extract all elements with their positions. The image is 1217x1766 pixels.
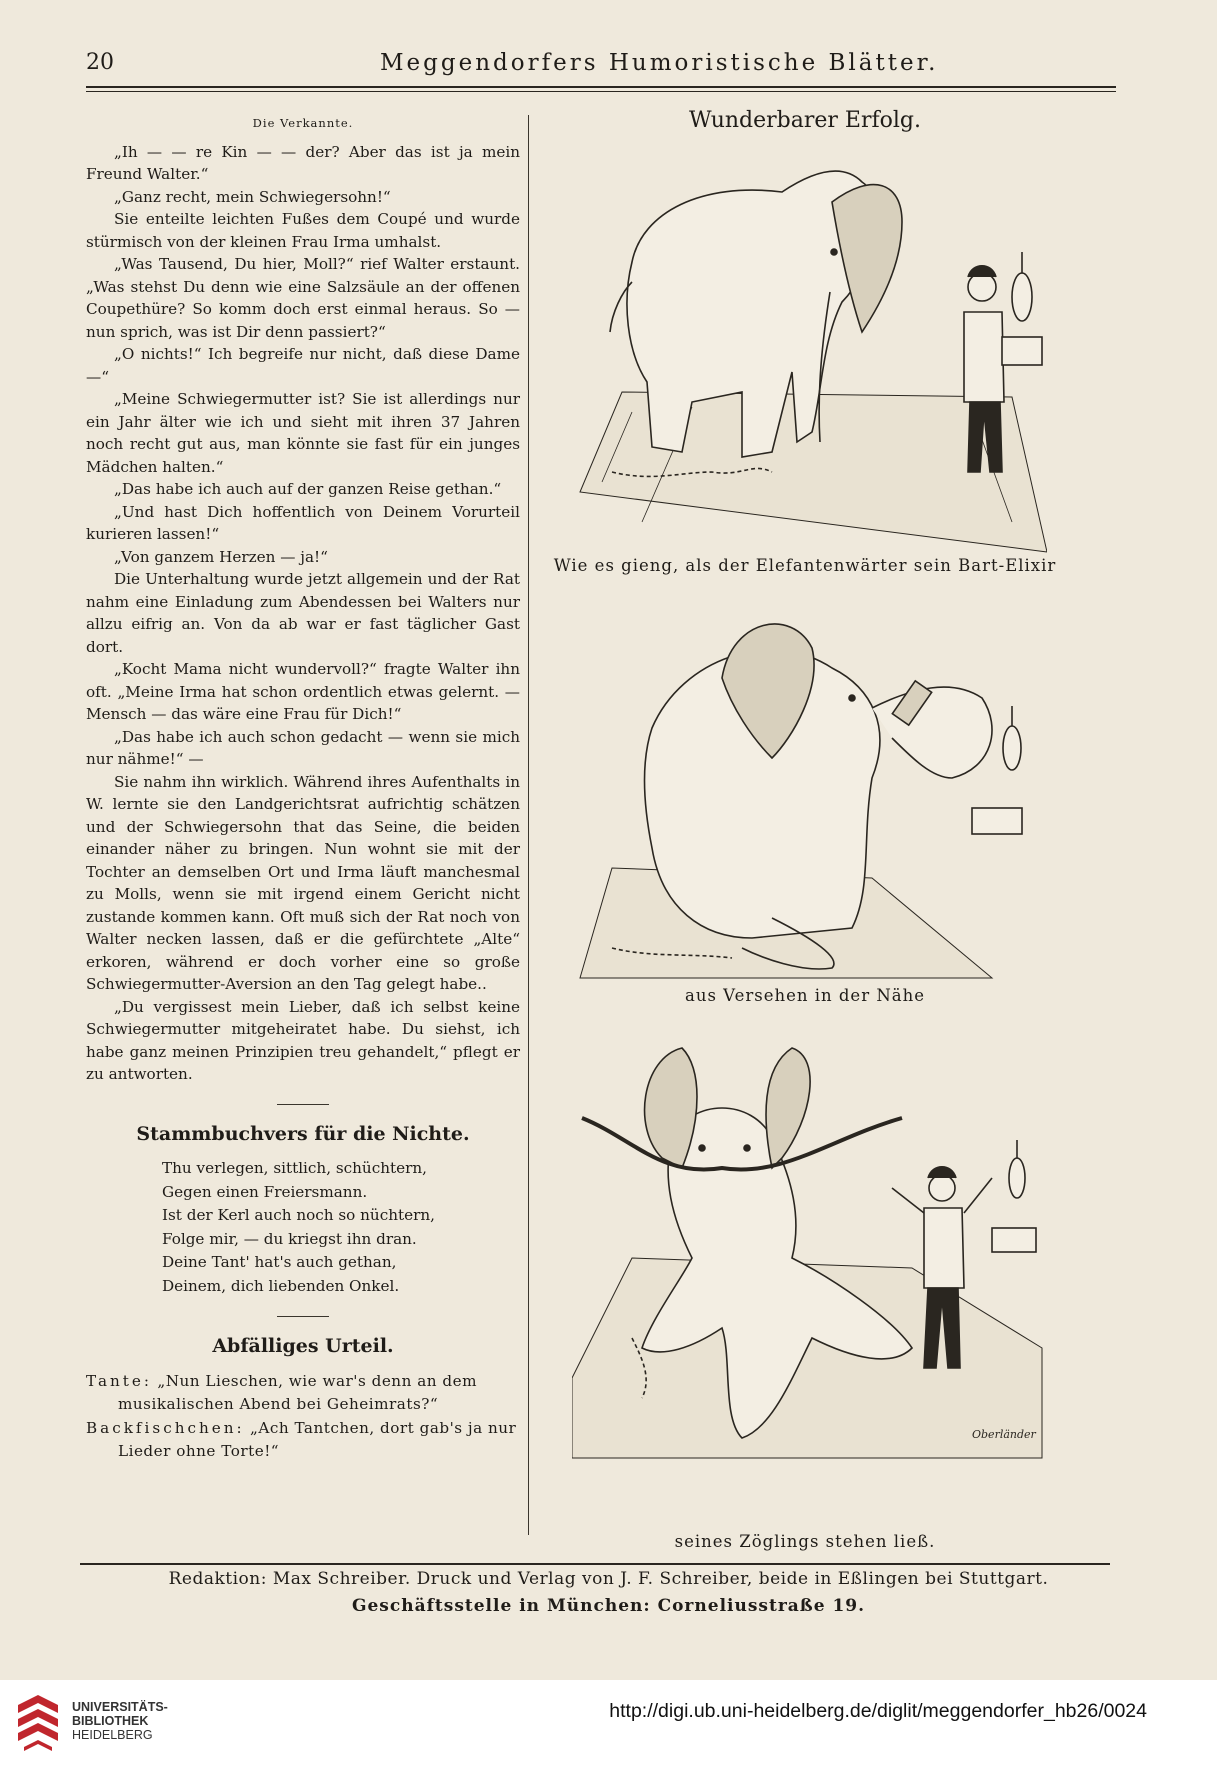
cartoon-panel-3 (572, 1018, 1047, 1468)
poem-line: Ist der Kerl auch noch so nüchtern, (162, 1206, 435, 1224)
library-name-line: BIBLIOTHEK (72, 1714, 149, 1728)
story-paragraph: „Ih — — re Kin — — der? Aber das ist ja mein Freund Walter.“ (86, 142, 520, 183)
running-title: Meggendorfers Humoristische Blätter. (380, 50, 939, 76)
left-column (86, 112, 520, 1464)
cartoon-caption-2: aus Versehen in der Nähe (685, 986, 925, 1005)
elephant-with-moustache-drawing (572, 1048, 1042, 1458)
speaker-label: Tante: (86, 1371, 152, 1390)
dialog-text: „Ach Tantchen, dort gab's ja nur (250, 1418, 517, 1437)
dialog-line: Lieder ohne Torte!“ (118, 1442, 280, 1460)
office-line: Geschäftsstelle in München: Corneliusstraße 19. (351, 1596, 866, 1616)
poem-line: Gegen einen Freiersmann. (162, 1182, 368, 1201)
section-separator (277, 1316, 329, 1317)
poem-line: Deinem, dich liebenden Onkel. (162, 1276, 400, 1295)
story-paragraph: „Ganz recht, mein Schwiegersohn!“ (114, 187, 391, 206)
story-paragraph: „Von ganzem Herzen — ja!“ (114, 547, 328, 566)
cartoon-panel-2 (572, 588, 1047, 988)
story-paragraph: „Kocht Mama nicht wundervoll?“ fragte Walter ihn oft. „Meine Irma hat schon ordentlich etwas gelernt. — Mensch — das wäre eine Frau für Dich!“ (86, 660, 520, 723)
footer-rule (80, 1563, 1110, 1565)
imprint-line: Redaktion: Max Schreiber. Druck und Verlag von J. F. Schreiber, beide in Eßlingen bei Stuttgart. (168, 1569, 1049, 1589)
poem-title: Stammbuchvers für die Nichte. (136, 1122, 470, 1145)
dialog-text: „Nun Lieschen, wie war's denn an dem (157, 1371, 477, 1390)
story-paragraph: „Das habe ich auch auf der ganzen Reise gethan.“ (114, 480, 502, 498)
anecdote-title: Abfälliges Urteil. (212, 1335, 394, 1357)
story-paragraph: „Das habe ich auch schon gedacht — wenn sie mich nur nähme!“ — (86, 727, 520, 768)
story-paragraph: „Meine Schwiegermutter ist? Sie ist allerdings nur ein Jahr älter wie ich und sieht mit ihren 37 Jahren noch recht gut aus, man könnte sie fast für ein junges Mädchen halten.“ (86, 390, 520, 476)
story-paragraph: „O nichts!“ Ich begreife nur nicht, daß diese Dame —“ (86, 345, 520, 386)
library-logo-icon (14, 1693, 62, 1753)
permalink-url[interactable]: http://digi.ub.uni-heidelberg.de/diglit/meggendorfer_hb26/0024 (609, 1700, 1147, 1722)
story-paragraph: Die Unterhaltung wurde jetzt allgemein und der Rat nahm eine Einladung zum Abendessen bei Walters nur allzu eifrig an. Von da ab war er fast täglicher Gast dort. (86, 570, 520, 656)
artist-signature: Oberländer (972, 1428, 1036, 1441)
dialog-line (86, 1370, 520, 1394)
speaker-label: Backfischchen: (86, 1418, 245, 1437)
dialog-line: musikalischen Abend bei Geheimrats?“ (118, 1395, 439, 1413)
poem-line: Deine Tant' hat's auch gethan, (162, 1253, 397, 1271)
cartoon-title: Wunderbarer Erfolg. (689, 108, 921, 133)
story-paragraph: „Was Tausend, Du hier, Moll?“ rief Walter erstaunt. „Was stehst Du denn wie eine Salzsäule an der offenen Coupethüre? So komm doch erst einmal heraus. So — nun sprich, was ist Dir denn passiert?“ (86, 255, 520, 341)
header-rule (86, 86, 1116, 88)
story-title: Die Verkannte. (252, 116, 354, 130)
library-name-line: UNIVERSITÄTS- (72, 1700, 168, 1714)
cartoon-caption-3: seines Zöglings stehen ließ. (674, 1532, 936, 1551)
poem-line: Thu verlegen, sittlich, schüchtern, (162, 1159, 427, 1177)
story-paragraph: „Du vergissest mein Lieber, daß ich selbst keine Schwiegermutter mitgeheiratet habe. Du siehst, ich habe ganz meinen Prinzipien treu gehandelt,“ pflegt er zu antworten. (86, 997, 520, 1083)
cartoon-panel-1 (572, 142, 1047, 562)
poem-line: Folge mir, — du kriegst ihn dran. (162, 1229, 417, 1248)
dialog-line (86, 1417, 520, 1441)
library-name-line: HEIDELBERG (72, 1728, 153, 1742)
library-bar (0, 1680, 1217, 1766)
header-rule-thin (86, 91, 1116, 92)
elephant-sitting-drawing (580, 624, 992, 978)
cartoon-caption-1: Wie es gieng, als der Elefantenwärter sein Bart-Elixir (553, 556, 1057, 575)
story-paragraph: „Und hast Dich hoffentlich von Deinem Vorurteil kurieren lassen!“ (86, 502, 520, 543)
library-name (72, 1700, 168, 1742)
section-separator (277, 1104, 329, 1105)
story-paragraph: Sie nahm ihn wirklich. Während ihres Aufenthalts in W. lernte sie den Landgerichtsrat aufrichtig schätzen und der Schwiegersohn that das Seine, die beiden einander näher zu bringen. Nun wohnt sie mit der Tochter an demselben Ort und Irma läuft manchesmal zu Molls, wenn sie mit irgend einem Gericht nicht zustande kommen kann. Oft muß sich der Rat noch von Walter necken lassen, daß er die gefürchtete „Alte“ erkoren, während er doch vorher eine so große Schwiegermutter-Aversion an den Tag gelegt habe.. (86, 772, 520, 993)
story-paragraph: Sie enteilte leichten Fußes dem Coupé und wurde stürmisch von der kleinen Frau Irma umhalst. (86, 210, 520, 251)
page-number: 20 (86, 50, 114, 75)
column-divider (528, 115, 529, 1535)
